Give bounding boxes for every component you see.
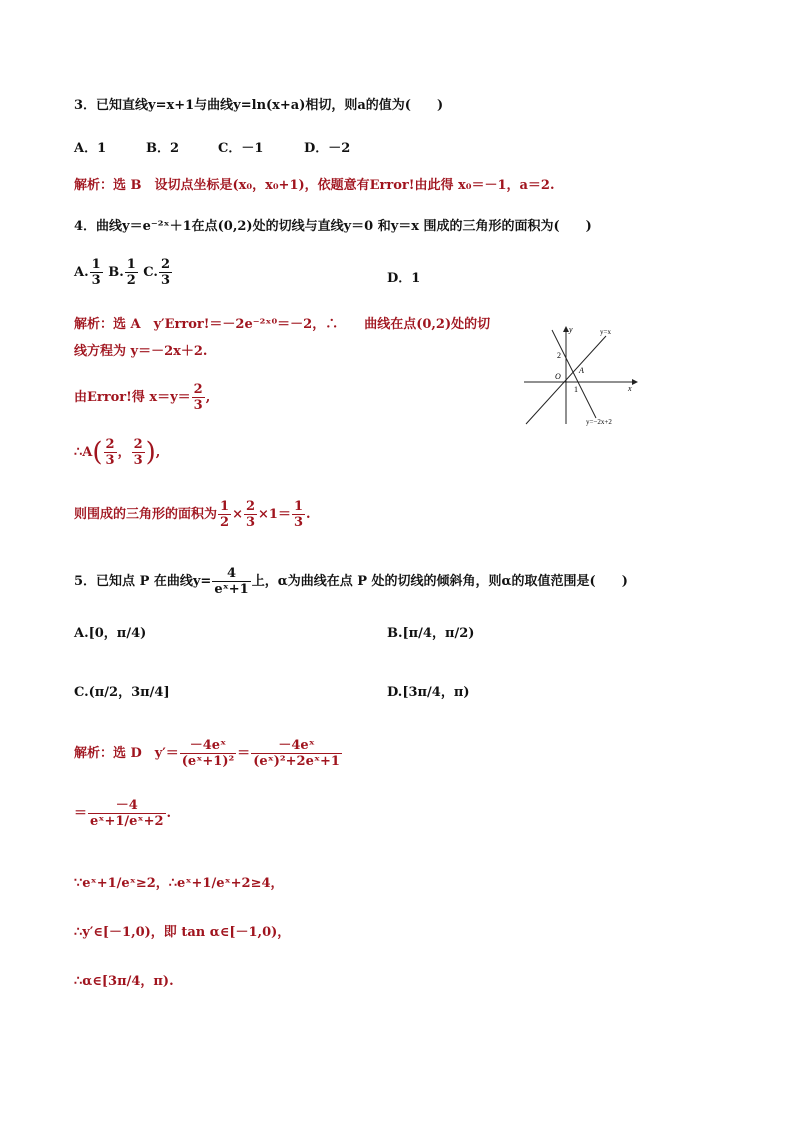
q5-solution-line3: ∵eˣ+1/eˣ≥2，∴eˣ+1/eˣ+2≥4， <box>74 876 284 891</box>
q4-options-abc: A. $\frac{1}{3}$ B. $\frac{1}{2}$ C. $\frac{2}{3}$ <box>74 257 170 288</box>
q5-solution-line1: 解析：选 D y′＝ $\frac{\text{－4eˣ}}{\text{(eˣ+1)²}}$ ＝ $\frac{\text{－4eˣ}}{\text{(eˣ)²+2eˣ+1}}$ <box>74 738 340 769</box>
graph-tick-two: 2 <box>557 351 561 360</box>
q5-question: 5．已知点 P 在曲线y= $\frac{4}{\text{eˣ+1}}$ 上，α为曲线在点 P 处的切线的倾斜角，则α的取值范围是( ) <box>74 566 628 597</box>
q3-option-b: B．2 <box>146 141 180 156</box>
q5-option-c: C.(π/2，3π/4] <box>74 685 170 700</box>
q4-solution-line3: 由Error!得 x＝y＝ $\frac{2}{3}$ , <box>74 382 211 413</box>
q5-solution-line2: ＝ $\frac{-4}{\text{eˣ+1/eˣ+2}}$ . <box>74 798 172 829</box>
graph-line2-label: y=−2x+2 <box>586 418 612 426</box>
q4-question: 4．曲线y＝e⁻²ˣ＋1在点(0,2)处的切线与直线y＝0 和y＝x 围成的三角形的面积为( ) <box>74 219 592 234</box>
q3-option-c: C．－1 <box>218 141 264 156</box>
q4-solution-line4: ∴A( $\frac{2}{3}$ ， $\frac{2}{3}$ ), <box>74 437 161 468</box>
q5-option-b: B.[π/4，π/2) <box>387 626 475 641</box>
graph-x-label: x <box>628 384 632 393</box>
graph-origin-label: O <box>555 372 561 381</box>
q4-graph <box>520 322 640 428</box>
q3-option-d: D．－2 <box>304 141 351 156</box>
graph-point-a: A <box>579 366 584 375</box>
graph-tick-one: 1 <box>574 385 578 394</box>
q4-solution-line1: 解析：选 A y′Error!＝－2e⁻²ˣ⁰＝－2，∴ 曲线在点(0,2)处的切 <box>74 317 491 332</box>
q4-solution-line5: 则围成的三角形的面积为 $\frac{1}{2}$ × $\frac{2}{3}$ ×1＝ $\frac{1}{3}$ . <box>74 499 311 530</box>
q3-question: 3．已知直线y=x+1与曲线y=ln(x+a)相切，则a的值为( ) <box>74 98 444 113</box>
q5-option-a: A.[0，π/4) <box>74 626 147 641</box>
q4-solution-line2: 线方程为 y＝－2x＋2. <box>74 344 208 359</box>
q3-option-a: A．1 <box>74 141 107 156</box>
x-axis-arrow <box>632 379 638 385</box>
graph-line1-label: y=x <box>600 328 611 336</box>
q5-solution-line4: ∴y′∈[－1,0)，即 tan α∈[－1,0)， <box>74 925 291 940</box>
q5-option-d: D.[3π/4，π) <box>387 685 470 700</box>
q5-solution-line5: ∴α∈[3π/4，π). <box>74 974 174 989</box>
q4-option-d: D．1 <box>387 271 421 286</box>
graph-y-label: y <box>569 325 573 334</box>
q3-solution: 解析：选 B 设切点坐标是(x₀，x₀+1)，依题意有Error!由此得 x₀＝－1，a＝2. <box>74 178 555 193</box>
